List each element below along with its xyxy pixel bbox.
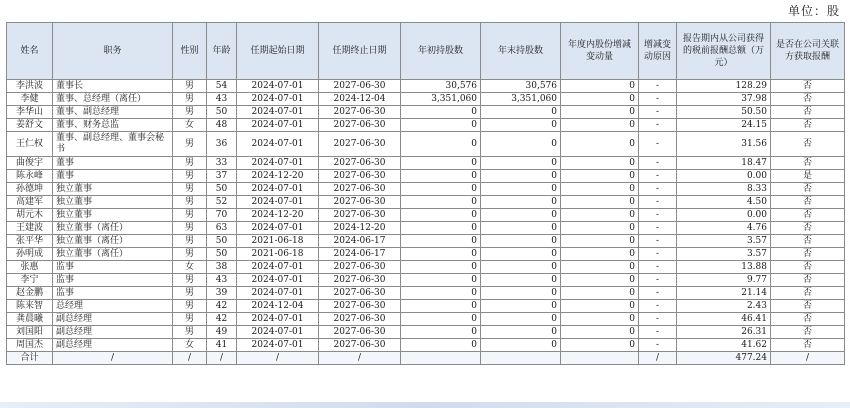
cell-title: 独立董事（离任） <box>53 235 173 248</box>
cell-pay: 4.50 <box>677 196 771 209</box>
table-row <box>7 209 845 222</box>
cell-reason: - <box>639 183 677 196</box>
cell-pay: 24.15 <box>677 119 771 132</box>
cell-end: 2027-06-30 <box>319 170 401 183</box>
cell-name: 姜舒文 <box>7 119 53 132</box>
cell-change: 0 <box>561 157 639 170</box>
cell-title: 副总经理 <box>53 326 173 339</box>
cell-name: 周国杰 <box>7 339 53 352</box>
cell-related: 否 <box>771 326 845 339</box>
cell-related: 否 <box>771 287 845 300</box>
cell-end: 2027-06-30 <box>319 119 401 132</box>
cell-age: 70 <box>207 209 237 222</box>
cell-reason: - <box>639 287 677 300</box>
cell-gender: 男 <box>173 248 207 261</box>
cell-title: 董事 <box>53 170 173 183</box>
cell-related: 否 <box>771 80 845 93</box>
cell-reason: - <box>639 339 677 352</box>
cell-gender: 男 <box>173 183 207 196</box>
cell-age: 54 <box>207 80 237 93</box>
cell-pay: 477.24 <box>677 352 771 365</box>
cell-reason: - <box>639 261 677 274</box>
cell-begin: 0 <box>401 183 481 196</box>
table-row <box>7 339 845 352</box>
cell-age: 50 <box>207 106 237 119</box>
cell-end: 2027-06-30 <box>319 339 401 352</box>
table-row <box>7 235 845 248</box>
cell-related: 否 <box>771 106 845 119</box>
cell-pay: 0.00 <box>677 170 771 183</box>
cell-name: 龚晨曦 <box>7 313 53 326</box>
cell-title: 独立董事 <box>53 196 173 209</box>
cell-begin: 0 <box>401 261 481 274</box>
cell-age: 42 <box>207 313 237 326</box>
cell-end: 2024-12-04 <box>319 93 401 106</box>
cell-change: 0 <box>561 170 639 183</box>
cell-end: / <box>319 352 401 365</box>
header-compensation: 报告期内从公司获得的税前报酬总额（万元） <box>677 23 771 80</box>
cell-reason: - <box>639 170 677 183</box>
cell-age: 43 <box>207 274 237 287</box>
cell-related: 否 <box>771 196 845 209</box>
cell-begin: 0 <box>401 274 481 287</box>
cell-reason: - <box>639 157 677 170</box>
cell-begin: 0 <box>401 170 481 183</box>
cell-title: 董事、副总经理、董事会秘书 <box>53 132 173 157</box>
cell-age: 52 <box>207 196 237 209</box>
cell-pay: 46.41 <box>677 313 771 326</box>
cell-start: 2024-07-01 <box>237 157 319 170</box>
cell-related: 否 <box>771 248 845 261</box>
cell-title: 独立董事 <box>53 209 173 222</box>
cell-start: 2024-07-01 <box>237 132 319 157</box>
cell-gender: 男 <box>173 326 207 339</box>
cell-age: 37 <box>207 170 237 183</box>
cell-pay: 128.29 <box>677 80 771 93</box>
table-row <box>7 313 845 326</box>
cell-start: 2024-07-01 <box>237 274 319 287</box>
cell-related: 否 <box>771 274 845 287</box>
cell-name: 胡元木 <box>7 209 53 222</box>
cell-name: 陈来智 <box>7 300 53 313</box>
cell-related: 否 <box>771 119 845 132</box>
cell-endh: 0 <box>481 261 561 274</box>
table-row <box>7 248 845 261</box>
cell-begin: 0 <box>401 300 481 313</box>
cell-end: 2027-06-30 <box>319 132 401 157</box>
cell-gender: 女 <box>173 261 207 274</box>
cell-start: 2024-07-01 <box>237 80 319 93</box>
cell-pay: 3.57 <box>677 235 771 248</box>
cell-pay: 0.00 <box>677 209 771 222</box>
cell-title: 董事、财务总监 <box>53 119 173 132</box>
cell-name: 合计 <box>7 352 53 365</box>
unit-label: 单位：股 <box>787 4 840 18</box>
cell-reason: - <box>639 93 677 106</box>
table-row <box>7 80 845 93</box>
cell-change: 0 <box>561 93 639 106</box>
cell-begin: 0 <box>401 339 481 352</box>
cell-related: 否 <box>771 222 845 235</box>
cell-pay: 37.98 <box>677 93 771 106</box>
cell-reason: - <box>639 248 677 261</box>
table-row <box>7 196 845 209</box>
cell-title: 总经理 <box>53 300 173 313</box>
cell-pay: 9.77 <box>677 274 771 287</box>
header-share-change: 年度内股份增减变动量 <box>561 23 639 80</box>
header-name: 姓名 <box>7 23 53 80</box>
table-row <box>7 300 845 313</box>
cell-endh: 0 <box>481 119 561 132</box>
cell-change: 0 <box>561 222 639 235</box>
cell-gender: 男 <box>173 274 207 287</box>
table-row <box>7 274 845 287</box>
cell-age: 49 <box>207 326 237 339</box>
cell-age: 39 <box>207 287 237 300</box>
cell-change: 0 <box>561 339 639 352</box>
cell-name: 孙德坤 <box>7 183 53 196</box>
cell-gender: 男 <box>173 106 207 119</box>
cell-gender: 男 <box>173 209 207 222</box>
cell-reason: - <box>639 326 677 339</box>
cell-age: 43 <box>207 93 237 106</box>
cell-title: 独立董事（离任） <box>53 248 173 261</box>
cell-name: 李健 <box>7 93 53 106</box>
cell-start: 2024-07-01 <box>237 339 319 352</box>
cell-begin: 0 <box>401 326 481 339</box>
cell-begin: 0 <box>401 287 481 300</box>
cell-end: 2024-06-17 <box>319 248 401 261</box>
cell-end: 2027-06-30 <box>319 196 401 209</box>
cell-begin: 30,576 <box>401 80 481 93</box>
cell-gender: 男 <box>173 196 207 209</box>
cell-start: 2024-07-01 <box>237 196 319 209</box>
cell-title: 副总经理 <box>53 313 173 326</box>
table-row <box>7 132 845 157</box>
cell-start: 2024-07-01 <box>237 326 319 339</box>
cell-end: 2027-06-30 <box>319 261 401 274</box>
cell-change: 0 <box>561 80 639 93</box>
cell-age: 41 <box>207 339 237 352</box>
table-row <box>7 222 845 235</box>
cell-endh: 0 <box>481 209 561 222</box>
cell-end: 2027-06-30 <box>319 313 401 326</box>
cell-gender: 男 <box>173 80 207 93</box>
cell-start: 2024-07-01 <box>237 261 319 274</box>
header-change-reason: 增减变动原因 <box>639 23 677 80</box>
cell-change: 0 <box>561 119 639 132</box>
cell-change: 0 <box>561 313 639 326</box>
cell-reason: - <box>639 300 677 313</box>
cell-related: / <box>771 352 845 365</box>
cell-gender: 男 <box>173 300 207 313</box>
cell-reason: - <box>639 119 677 132</box>
cell-related: 否 <box>771 300 845 313</box>
cell-name: 王建波 <box>7 222 53 235</box>
table-row <box>7 106 845 119</box>
cell-gender: / <box>173 352 207 365</box>
cell-age: 48 <box>207 119 237 132</box>
cell-pay: 3.57 <box>677 248 771 261</box>
cell-reason: - <box>639 313 677 326</box>
cell-name: 王仁权 <box>7 132 53 157</box>
cell-reason: - <box>639 222 677 235</box>
cell-gender: 男 <box>173 157 207 170</box>
cell-begin: 0 <box>401 313 481 326</box>
cell-end: 2024-06-17 <box>319 235 401 248</box>
cell-change: 0 <box>561 209 639 222</box>
cell-pay: 26.31 <box>677 326 771 339</box>
table-row <box>7 287 845 300</box>
cell-gender: 女 <box>173 339 207 352</box>
cell-reason: / <box>639 352 677 365</box>
cell-pay: 8.33 <box>677 183 771 196</box>
cell-title: 副总经理 <box>53 339 173 352</box>
cell-title: 独立董事 <box>53 183 173 196</box>
cell-change: 0 <box>561 196 639 209</box>
cell-title: 董事 <box>53 157 173 170</box>
cell-change: 0 <box>561 132 639 157</box>
header-begin-shares: 年初持股数 <box>401 23 481 80</box>
cell-endh: 0 <box>481 313 561 326</box>
cell-end: 2027-06-30 <box>319 209 401 222</box>
table-row <box>7 326 845 339</box>
header-term-end: 任期终止日期 <box>319 23 401 80</box>
table-row <box>7 183 845 196</box>
cell-end: 2027-06-30 <box>319 183 401 196</box>
cell-endh: 0 <box>481 235 561 248</box>
cell-change: 0 <box>561 183 639 196</box>
cell-title: / <box>53 352 173 365</box>
cell-endh: 0 <box>481 196 561 209</box>
executive-compensation-table <box>6 22 845 365</box>
cell-endh: 0 <box>481 106 561 119</box>
cell-title: 董事、总经理（离任） <box>53 93 173 106</box>
cell-gender: 男 <box>173 235 207 248</box>
cell-end: 2027-06-30 <box>319 287 401 300</box>
cell-endh: 0 <box>481 222 561 235</box>
cell-gender: 男 <box>173 222 207 235</box>
cell-change <box>561 352 639 365</box>
cell-reason: - <box>639 132 677 157</box>
cell-change: 0 <box>561 274 639 287</box>
cell-begin: 0 <box>401 132 481 157</box>
cell-start: 2024-07-01 <box>237 287 319 300</box>
cell-begin: 0 <box>401 196 481 209</box>
table-row <box>7 157 845 170</box>
cell-reason: - <box>639 209 677 222</box>
cell-title: 董事长 <box>53 80 173 93</box>
cell-endh: 3,351,060 <box>481 93 561 106</box>
cell-endh: 0 <box>481 248 561 261</box>
cell-end: 2027-06-30 <box>319 274 401 287</box>
header-term-start: 任期起始日期 <box>237 23 319 80</box>
cell-pay: 4.76 <box>677 222 771 235</box>
cell-reason: - <box>639 80 677 93</box>
cell-end: 2027-06-30 <box>319 157 401 170</box>
cell-begin: 3,351,060 <box>401 93 481 106</box>
cell-start: / <box>237 352 319 365</box>
cell-related: 否 <box>771 93 845 106</box>
cell-endh: 0 <box>481 326 561 339</box>
cell-change: 0 <box>561 248 639 261</box>
header-gender: 性别 <box>173 23 207 80</box>
cell-end: 2027-06-30 <box>319 106 401 119</box>
cell-name: 陈永峰 <box>7 170 53 183</box>
cell-end: 2027-06-30 <box>319 300 401 313</box>
cell-pay: 2.43 <box>677 300 771 313</box>
cell-reason: - <box>639 106 677 119</box>
cell-begin <box>401 352 481 365</box>
cell-related: 是 <box>771 170 845 183</box>
cell-reason: - <box>639 235 677 248</box>
cell-title: 监事 <box>53 274 173 287</box>
cell-begin: 0 <box>401 157 481 170</box>
cell-change: 0 <box>561 261 639 274</box>
cell-related: 否 <box>771 209 845 222</box>
footer-band <box>0 402 850 408</box>
cell-gender: 男 <box>173 132 207 157</box>
cell-related: 否 <box>771 132 845 157</box>
cell-endh <box>481 352 561 365</box>
cell-reason: - <box>639 196 677 209</box>
cell-endh: 0 <box>481 183 561 196</box>
cell-related: 否 <box>771 261 845 274</box>
cell-gender: 男 <box>173 287 207 300</box>
cell-endh: 0 <box>481 170 561 183</box>
cell-pay: 50.50 <box>677 106 771 119</box>
cell-pay: 13.88 <box>677 261 771 274</box>
cell-gender: 男 <box>173 313 207 326</box>
cell-name: 刘国阳 <box>7 326 53 339</box>
cell-gender: 男 <box>173 93 207 106</box>
cell-related: 否 <box>771 313 845 326</box>
cell-age: 50 <box>207 183 237 196</box>
cell-title: 监事 <box>53 261 173 274</box>
cell-begin: 0 <box>401 248 481 261</box>
cell-name: 曲俊宇 <box>7 157 53 170</box>
cell-start: 2021-06-18 <box>237 235 319 248</box>
cell-name: 孙明成 <box>7 248 53 261</box>
table-row <box>7 261 845 274</box>
cell-end: 2024-12-20 <box>319 222 401 235</box>
cell-change: 0 <box>561 287 639 300</box>
cell-title: 独立董事（离任） <box>53 222 173 235</box>
cell-end: 2027-06-30 <box>319 80 401 93</box>
cell-end: 2027-06-30 <box>319 326 401 339</box>
cell-endh: 0 <box>481 300 561 313</box>
cell-name: 李宁 <box>7 274 53 287</box>
cell-change: 0 <box>561 106 639 119</box>
cell-age: 33 <box>207 157 237 170</box>
cell-age: 42 <box>207 300 237 313</box>
cell-related: 否 <box>771 235 845 248</box>
cell-endh: 0 <box>481 274 561 287</box>
cell-begin: 0 <box>401 222 481 235</box>
cell-age: 36 <box>207 132 237 157</box>
cell-change: 0 <box>561 235 639 248</box>
cell-start: 2024-07-01 <box>237 106 319 119</box>
cell-age: 50 <box>207 235 237 248</box>
cell-name: 高建军 <box>7 196 53 209</box>
cell-title: 董事、副总经理 <box>53 106 173 119</box>
cell-endh: 30,576 <box>481 80 561 93</box>
table-row <box>7 170 845 183</box>
cell-start: 2024-07-01 <box>237 183 319 196</box>
cell-name: 李华山 <box>7 106 53 119</box>
table-row <box>7 93 845 106</box>
cell-endh: 0 <box>481 339 561 352</box>
cell-name: 张惠 <box>7 261 53 274</box>
cell-pay: 31.56 <box>677 132 771 157</box>
cell-start: 2024-12-20 <box>237 170 319 183</box>
cell-related: 否 <box>771 157 845 170</box>
cell-age: 63 <box>207 222 237 235</box>
cell-related: 否 <box>771 183 845 196</box>
header-row <box>7 23 845 80</box>
cell-begin: 0 <box>401 119 481 132</box>
cell-start: 2024-07-01 <box>237 93 319 106</box>
header-end-shares: 年末持股数 <box>481 23 561 80</box>
cell-name: 李洪波 <box>7 80 53 93</box>
cell-endh: 0 <box>481 132 561 157</box>
cell-begin: 0 <box>401 106 481 119</box>
cell-age: 38 <box>207 261 237 274</box>
cell-start: 2024-07-01 <box>237 313 319 326</box>
table-row <box>7 119 845 132</box>
cell-pay: 18.47 <box>677 157 771 170</box>
cell-start: 2024-12-20 <box>237 209 319 222</box>
header-title: 职务 <box>53 23 173 80</box>
cell-reason: - <box>639 274 677 287</box>
cell-gender: 男 <box>173 170 207 183</box>
cell-begin: 0 <box>401 209 481 222</box>
cell-change: 0 <box>561 326 639 339</box>
total-row <box>7 352 845 365</box>
cell-start: 2024-12-04 <box>237 300 319 313</box>
cell-endh: 0 <box>481 157 561 170</box>
cell-change: 0 <box>561 300 639 313</box>
header-age: 年龄 <box>207 23 237 80</box>
cell-pay: 41.62 <box>677 339 771 352</box>
cell-related: 否 <box>771 339 845 352</box>
cell-name: 张平华 <box>7 235 53 248</box>
cell-name: 赵金鹏 <box>7 287 53 300</box>
cell-endh: 0 <box>481 287 561 300</box>
header-related-party: 是否在公司关联方获取报酬 <box>771 23 845 80</box>
cell-begin: 0 <box>401 235 481 248</box>
cell-gender: 女 <box>173 119 207 132</box>
cell-title: 监事 <box>53 287 173 300</box>
cell-age: / <box>207 352 237 365</box>
cell-start: 2024-07-01 <box>237 222 319 235</box>
cell-age: 50 <box>207 248 237 261</box>
cell-pay: 21.14 <box>677 287 771 300</box>
cell-start: 2021-06-18 <box>237 248 319 261</box>
cell-start: 2024-07-01 <box>237 119 319 132</box>
